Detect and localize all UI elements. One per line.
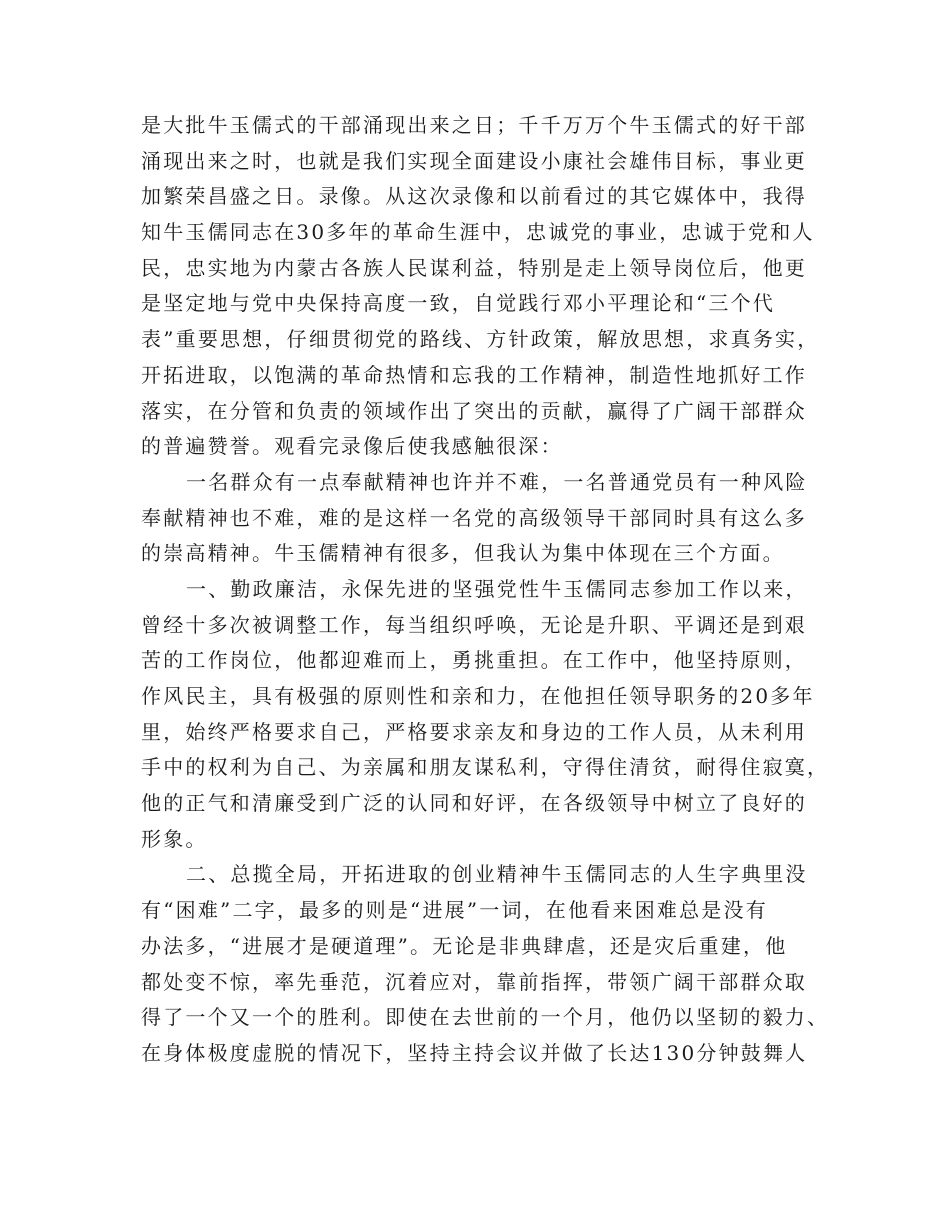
text-line: 落实，在分管和负责的领域作出了突出的贡献，赢得了广阔干部群众 [141, 398, 807, 423]
paragraph-1 [141, 108, 820, 465]
text-line: 作风民主，具有极强的原则性和亲和力，在他担任领导职务的20多年 [141, 684, 815, 708]
text-line: 曾经十多次被调整工作，每当组织呼唤，无论是升职、平调还是到艰 [141, 612, 807, 637]
text-line: 一、勤政廉洁，永保先进的坚强党性牛玉儒同志参加工作以来， [186, 576, 808, 601]
text-line: 民，忠实地为内蒙古各族人民谋利益，特别是走上领导岗位后，他更 [141, 255, 807, 280]
text-line: 是大批牛玉儒式的干部涌现出来之日；千千万万个牛玉儒式的好干部 [141, 113, 807, 137]
text-line: 知牛玉儒同志在30多年的革命生涯中，忠诚党的事业，忠诚于党和人 [141, 220, 815, 245]
paragraph-3 [141, 572, 830, 858]
text-line: 加繁荣昌盛之日。录像。从这次录像和以前看过的其它媒体中，我得 [141, 184, 807, 209]
paragraph-2 [141, 465, 811, 572]
text-line: 开拓进取，以饱满的革命热情和忘我的工作精神，制造性地抓好工作 [141, 362, 807, 387]
text-line: 一名群众有一点奉献精神也许并不难，一名普通党员有一种风险 [186, 469, 808, 494]
text-line: 在身体极度虚脱的情况下，坚持主持会议并做了长达130分钟鼓舞人 [141, 1040, 808, 1065]
text-line: 手中的权利为自己、为亲属和朋友谋私利，守得住清贫，耐得住寂寞， [141, 755, 830, 780]
text-line: 里，始终严格要求自己，严格要求亲友和身边的工作人员，从未利用 [141, 719, 807, 744]
document-body [141, 108, 830, 1072]
text-line: 得了一个又一个的胜利。即使在去世前的一个月，他仍以坚韧的毅力、 [141, 1005, 830, 1030]
text-line: 奉献精神也不难，难的是这样一名党的高级领导干部同时具有这么多 [141, 505, 807, 530]
text-line: 有“困难”二字，最多的则是“进展”一词，在他看来困难总是没有 [141, 898, 768, 923]
text-line: 苦的工作岗位，他都迎难而上，勇挑重担。在工作中，他坚持原则， [141, 648, 807, 673]
text-line: 的崇高精神。牛玉儒精神有很多，但我认为集中体现在三个方面。 [141, 541, 785, 566]
text-line: 的普遍赞誉。观看完录像后使我感触很深： [141, 434, 563, 459]
text-line: 涌现出来之时，也就是我们实现全面建设小康社会雄伟目标，事业更 [141, 148, 807, 173]
text-line: 他的正气和清廉受到广泛的认同和好评，在各级领导中树立了良好的 [141, 791, 807, 816]
text-line: 形象。 [141, 826, 208, 851]
text-line: 表”重要思想，仔细贯彻党的路线、方针政策，解放思想，求真务实， [141, 327, 820, 352]
text-line: 二、总揽全局，开拓进取的创业精神牛玉儒同志的人生字典里没 [186, 862, 808, 887]
paragraph-4 [141, 857, 830, 1071]
text-line: 都处变不惊，率先垂范，沉着应对，靠前指挥，带领广阔干部群众取 [141, 969, 807, 994]
text-line: 办法多，“进展才是硬道理”。无论是非典肆虐，还是灾后重建，他 [141, 933, 788, 958]
text-line: 是坚定地与党中央保持高度一致，自觉践行邓小平理论和“三个代 [141, 291, 776, 316]
